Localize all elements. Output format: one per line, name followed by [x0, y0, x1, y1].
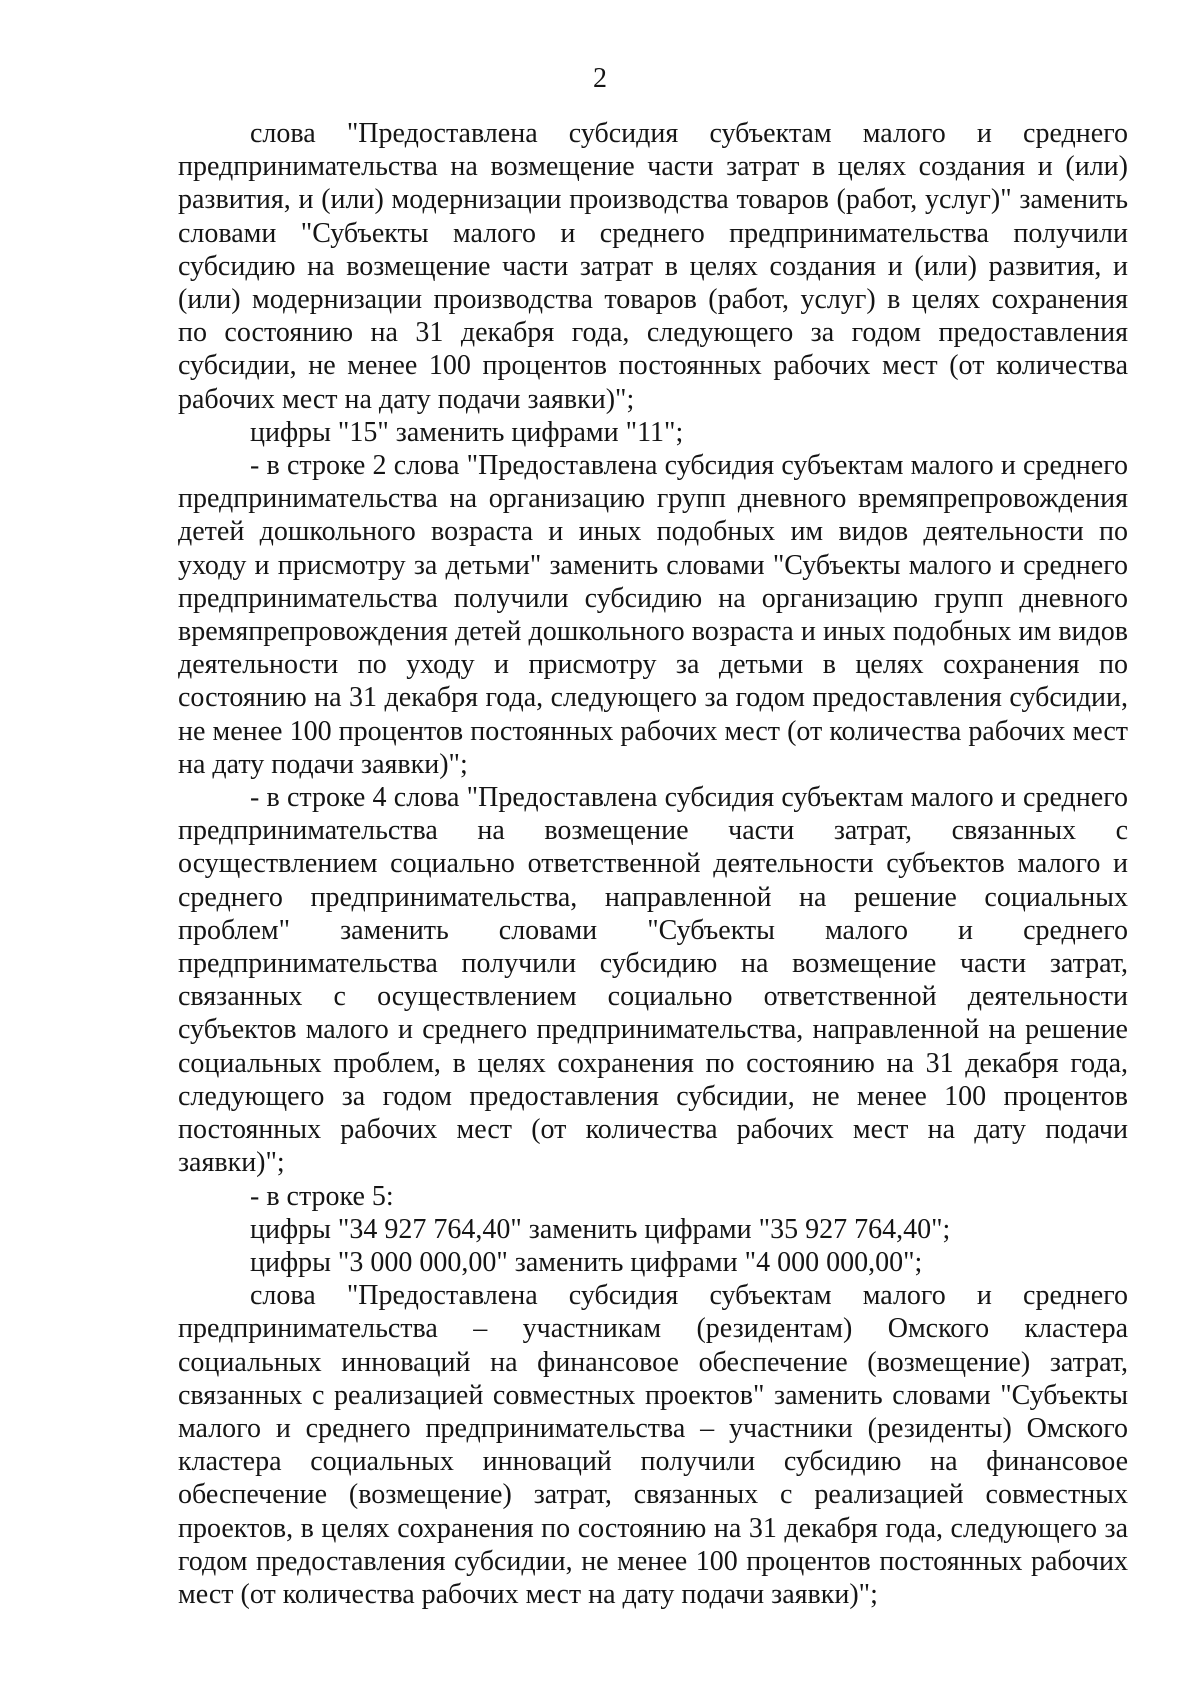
- paragraph-row1-words: слова "Предоставлена субсидия субъектам малого и среднего предпринимательства на возмещение части затрат в целях создания и (или) развития, и (или) модернизации производства товаров (работ, услуг)" заменить словами "Субъекты малого и среднего предпринимательства получили субсидию на возмещение части затрат в целях создания и (или) развития, и (или) модернизации производства товаров (работ, услуг) в целях сохранения по состоянию на 31 декабря года, следующего за годом предоставления субсидии, не менее 100 процентов постоянных рабочих мест (от количества рабочих мест на дату подачи заявки)";: [178, 118, 1128, 415]
- paragraph-row4: - в строке 4 слова "Предоставлена субсидия субъектам малого и среднего предпринимательства на возмещение части затрат, связанных с осуществлением социально ответственной деятельности субъектов малого и среднего предпринимательства, направленной на решение социальных проблем" заменить словами "Субъекты малого и среднего предпринимательства получили субсидию на возмещение части затрат, связанных с осуществлением социально ответственной деятельности субъектов малого и среднего предпринимательства, направленной на решение социальных проблем, в целях сохранения по состоянию на 31 декабря года, следующего за годом предоставления субсидии, не менее 100 процентов постоянных рабочих мест (от количества рабочих мест на дату подачи заявки)";: [178, 782, 1128, 1179]
- document-body: [178, 117, 1128, 1611]
- paragraph-row1-figures: цифры "15" заменить цифрами "11";: [250, 416, 684, 448]
- paragraph-row5-heading: - в строке 5:: [250, 1180, 394, 1212]
- paragraph-row5-figures-1: цифры "34 927 764,40" заменить цифрами "35 927 764,40";: [250, 1213, 951, 1245]
- page-number: 2: [593, 63, 607, 94]
- paragraph-row5-figures-2: цифры "3 000 000,00" заменить цифрами "4 000 000,00";: [250, 1246, 923, 1278]
- paragraph-row5-words: слова "Предоставлена субсидия субъектам малого и среднего предпринимательства – участникам (резидентам) Омского кластера социальных инноваций на финансовое обеспечение (возмещение) затрат, связанных с реализацией совместных проектов" заменить словами "Субъекты малого и среднего предпринимательства – участники (резиденты) Омского кластера социальных инноваций получили субсидию на финансовое обеспечение (возмещение) затрат, связанных с реализацией совместных проектов, в целях сохранения по состоянию на 31 декабря года, следующего за годом предоставления субсидии, не менее 100 процентов постоянных рабочих мест (от количества рабочих мест на дату подачи заявки)";: [178, 1280, 1128, 1610]
- paragraph-row2: - в строке 2 слова "Предоставлена субсидия субъектам малого и среднего предпринимательства на организацию групп дневного времяпрепровождения детей дошкольного возраста и иных подобных им видов деятельности по уходу и присмотру за детьми" заменить словами "Субъекты малого и среднего предпринимательства получили субсидию на организацию групп дневного времяпрепровождения детей дошкольного возраста и иных подобных им видов деятельности по уходу и присмотру за детьми в целях сохранения по состоянию на 31 декабря года, следующего за годом предоставления субсидии, не менее 100 процентов постоянных рабочих мест (от количества рабочих мест на дату подачи заявки)";: [178, 450, 1128, 780]
